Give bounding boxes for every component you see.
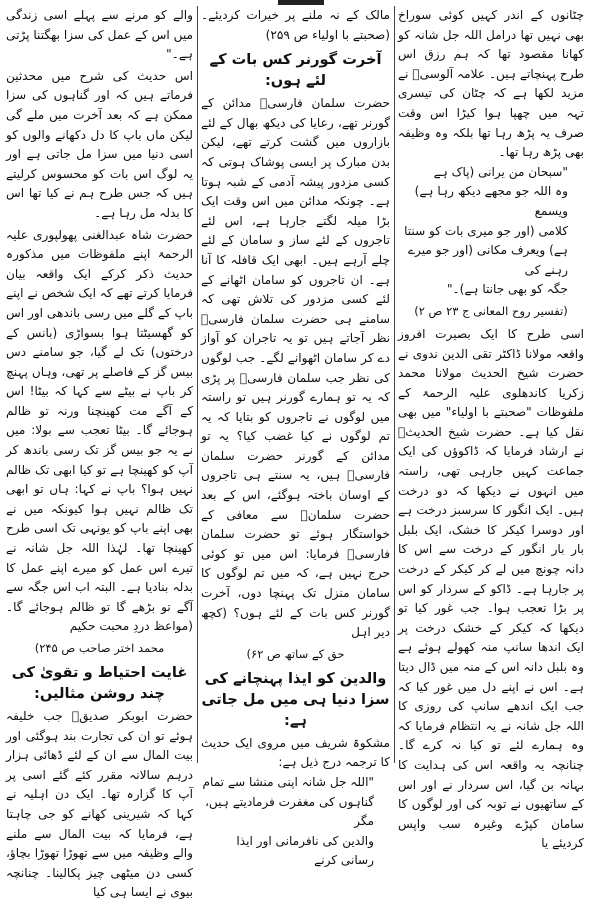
paragraph: والے کو مرنے سے پہلے اسی زندگی میں اس کے عمل کی سزا بھگتنا پڑتی ہے۔": [6, 8, 193, 62]
paragraph: اس حدیث کی شرح میں محدثین فرماتے ہیں کہ اور گناہوں کی سزا ممکن ہے کہ بعد آخرت میں ملے گی لیکن ماں باپ کا دل دکھانے والوں کو اسی دنیا میں سزا مل جاتی ہے اور یہ لوگ اس بات کو محسوس کرلیتے ہیں کہ جس طرح ہم نے کیا تھا اس کا بدلہ مل رہا ہے۔: [6, 68, 193, 220]
column-divider: [394, 6, 395, 763]
paragraph: مشکوۃ شریف میں مروی ایک حدیث کا ترجمہ درج ذیل ہے:: [201, 735, 390, 770]
citation: محمد اختر صاحب ص ۲۴۵): [34, 641, 165, 655]
column-divider: [197, 6, 198, 763]
quote-line: گناہوں کی مغفرت فرمادیتے ہیں، مگر: [205, 794, 374, 829]
quote-line: وہ اللہ جو مجھے دیکھ رہا ہے) ویسمع: [414, 184, 568, 218]
column-middle: [201, 6, 390, 868]
paragraph: حضرت شاہ عبدالغنی پھولپوری علیہ الرحمۃ اپنے ملفوظات میں مذکورہ حدیث ذکر کرکے ایک واقعہ بیان فرمایا کرتے تھے کہ ایک شخص نے اپنے باپ کے گلے میں رسی باندھی اور اس کو گھسیٹتا ہوا بسواڑی (بانس کے درختوں) تک لے گیا، جو سامنے دس بیس گز کے فاصلے پر تھی، وہاں پہنچ کر باپ نے بیٹے سے کہا کہ بیٹا! اس کے آگے مت کھینچنا ورنہ تو ظالم ہوجائے گا۔ بیٹا تعجب سے بولا: میں نے یہ جو بیس گز تک رسی باندھ کر آپ کو کھینچا ہے تو کیا ابھی تک ظالم نہیں ہوا؟ باپ نے کہا: ہاں تو ابھی تک ظالم نہیں ہوا کیونکہ میں نے بھی اپنے باپ کو یونہی تک اسی طرح کھینچا تھا۔ لہٰذا اللہ جل شانہ نے تیرے اس عمل کو میرے اپنے عمل کا بدلہ بنادیا ہے۔ البتہ اب اس جگہ سے آگے تو بڑھے گا تو ظالم ہوجائے گا۔ (مواعظ دردِ محبت حکیم: [6, 227, 193, 634]
paragraph: حضرت سلمان فارسیؓ مدائن کے گورنر تھے، رعایا کی دیکھ بھال کے لئے بازاروں میں گشت کرتے تھے، لیکن بدن مبارک پر ایسی پوشاک ہوتی کہ کسی مزدور پیشہ آدمی کے شبہ ہوتا ہے۔ چونکہ مدائن میں اس وقت ایک بڑا میلہ لگتے جارہا ہے، اس لئے تاجروں کے لئے ساز و سامان کے لئے چلے آرہے ہیں۔ ابھی ایک قافلہ کا آنا ہے۔ ان تاجروں کو سامان اٹھانے کے لئے کسی مزدور کی تلاش تھی کہ سامنے ہی حضرت سلمان فارسیؓ نظر آجاتے ہیں تو یہ تاجران کو آواز دے کر سامان اٹھوانے لگے۔ جب لوگوں کی نظر جب سلمان فارسیؓ پر پڑی کہ یہ تو ہمارے گورنر ہیں تو راستہ میں لوگوں نے تاجروں کو بتایا کہ یہ تم لوگوں نے کیا غضب کیا؟ یہ تو مدائن کے گورنر حضرت سلمان فارسیؓ ہیں، یہ سنتے ہی تاجروں کے اوسان باختہ ہوگئے، اس کے بعد حضرت سلمانؓ سے معافی کے خواستگار ہوئے تو حضرت سلمان فارسیؓ فرمایا: اس میں تو کوئی حرج نہیں ہے، کہ میں تم لوگوں کا سامان منزل تک پہنچا دوں، آخرت گورنر کس بات کے لئے ہوں؟ (کچھ دیر اہل: [201, 96, 390, 640]
quote-line: "سبحان من یرانی (پاک ہے: [433, 164, 568, 179]
paragraph: اسی طرح کا ایک بصیرت افروز واقعہ مولانا ڈاکٹر تقی الدین ندوی نے حضرت شیخ الحدیث مولانا محمد زکریا کاندھلوی علیہ الرحمۃ کے ملفوظات "صحبتے با اولیاء" میں بھی نقل کیا ہے۔ حضرت شیخ الحدیثؒ نے ارشاد فرمایا کہ ڈاکوؤں کی ایک جماعت کہیں جارہی تھی، راستہ میں انہوں نے دیکھا کہ دو درخت ہیں۔ ایک انگور کا سرسبز درخت ہے اور دوسرا کیکر کا خشک، ایک بلبل بار بار انگور کے درخت سے اس کا دانہ چونچ میں لے کر کیکر کے درخت پر جارہا ہے۔ ڈاکو کے سردار کو اس پر بڑا تعجب ہوا۔ جب غور کیا تو دیکھا کہ کیکر کے خشک درخت پر ایک اندھا سانپ منہ کھولے ہوئے ہے وہ بلبل دانہ اس کے منہ میں ڈال دیتا ہے۔ اس نے اپنے دل میں غور کیا کہ جب ایک اندھے سانپ کی روزی کا اللہ جل شانہ نے یہ انتظام فرمایا کہ وہ ہمارے لئے تو کیا نہ کرے گا۔ چنانچہ یہ واقعہ اس کی ہدایت کا بہانہ بن گیا، اس سردار نے اور اس کے ساتھیوں نے توبہ کی اور لوگوں کا سامان کپڑے وغیرہ سب واپس کردیئے یا: [398, 326, 584, 851]
section-heading: غایت احتیاط و تقویٰ کی چند روشن مثالیں:: [11, 664, 188, 702]
header-ornament: [278, 0, 324, 5]
column-left: [6, 6, 193, 900]
section-heading: والدین کو ایذا پہنچانے کی سزا دنیا ہی میں مل جاتی ہے:: [201, 669, 390, 729]
section-heading: آخرت گورنر کس بات کے لئے ہوں:: [209, 51, 382, 90]
citation: (تفسیر روح المعانی ج ۲۳ ص ۲): [414, 303, 568, 318]
quote-line: کلامی (اور جو میری بات کو سنتا ہے) ویعرف مکانی (اور جو میرے رہنے کی: [404, 223, 568, 277]
paragraph: چٹانوں کے اندر کہیں کوئی سوراخ بھی نہیں تھا درامل اللہ جل شانہ کو کھانا مقصود تھا کہ ہم رزق اس طرح پہنچاتے ہیں۔ علامہ آلوسیؒ نے مزید لکھا ہے کہ چٹان کی تیسری تہہ میں چھپا ہوا کیڑا اس وقت صرف یہ پڑھ رہا تھا بلکہ وہ وظیفہ بھی پڑھ رہا تھا۔: [398, 8, 584, 160]
quote-line: جگہ کو بھی جانتا ہے)۔": [446, 282, 568, 297]
paragraph: حضرت ابوبکر صدیقؓ جب خلیفہ ہوئے تو ان کی تجارت بند ہوگئی اور بیت المال سے ان کے لئے ڈھائی ہزار درہم سالانہ مقرر کئے گئے اسی پر آپ کا گزارہ تھا۔ ایک دن اہلیہ نے کہا کہ شیرینی کھانے کو جی چاہتا ہے، فرمایا کہ بیت المال سے ملنے والے وظیفہ میں سے تھوڑا تھوڑا بچاؤ، کسی دن میٹھی چیز پکالینا۔ چنانچہ بیوی نے ایسا ہی کیا: [6, 709, 193, 900]
paragraph: مالک کے نہ ملنے پر خیرات کردیئے۔ (صحبتے با اولیاء ص ۲۵۹): [201, 8, 390, 42]
column-right: [398, 6, 584, 851]
quote-line: والدین کی نافرمانی اور ایذا رسانی کرنے: [236, 833, 374, 868]
citation: حق کے ساتھ ص ۶۲): [246, 646, 345, 661]
quote-line: "اللہ جل شانہ اپنی منشا سے تمام: [202, 775, 374, 789]
